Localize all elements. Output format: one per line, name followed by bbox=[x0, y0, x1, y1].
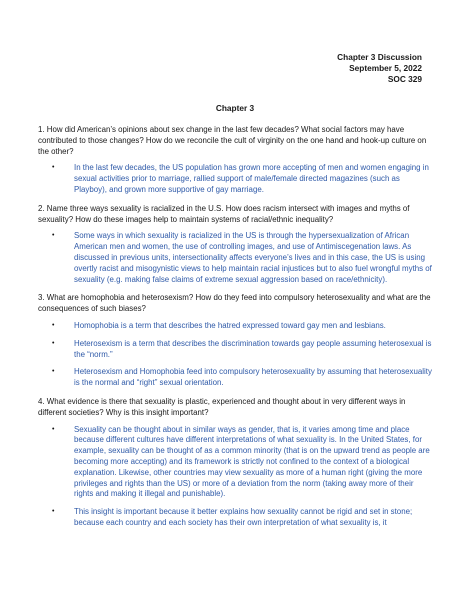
answer-item: • Heterosexism is a term that describes the discrimination towards gay people assuming heterosexual is the “norm.” bbox=[52, 338, 432, 359]
bullet-icon: • bbox=[52, 339, 55, 347]
bullet-icon: • bbox=[52, 368, 55, 376]
question-4: 4. What evidence is there that sexuality is plastic, experienced and thought about in very different ways in different societies? Why is this insight important? bbox=[38, 396, 406, 417]
page-title: Chapter 3 bbox=[215, 103, 255, 113]
bullet-icon: • bbox=[52, 164, 55, 172]
answer-list-2 bbox=[38, 231, 432, 285]
answer-list-3 bbox=[38, 321, 432, 389]
header-course-code: SOC 329 bbox=[387, 74, 422, 84]
question-3: 3. What are homophobia and heterosexism? How do they feed into compulsory heterosexuality and what are the consequences of such biases? bbox=[38, 293, 431, 314]
header-date: September 5, 2022 bbox=[349, 63, 422, 73]
answer-list-4 bbox=[38, 425, 432, 529]
document-header bbox=[38, 52, 432, 85]
answer-item: • Homophobia is a term that describes the hatred expressed toward gay men and lesbians. bbox=[52, 320, 386, 330]
bullet-icon: • bbox=[52, 232, 55, 240]
question-1: 1. How did American’s opinions about sex change in the last few decades? What social factors may have contributed to those changes? How do we reconcile the cult of virginity on the one hand and hook-up culture on the other? bbox=[38, 125, 427, 156]
answer-item: • In the last few decades, the US population has grown more accepting of men and women engaging in sexual activities prior to marriage, rallied support of male/female directed magazines (such as Playboy), and grown more supportive of gay marriage. bbox=[52, 163, 429, 194]
bullet-icon: • bbox=[52, 508, 55, 516]
answer-item: • This insight is important because it better explains how sexuality cannot be rigid and set in stone; because each country and each society has their own interpretation of what sexuality is, it bbox=[52, 507, 413, 527]
question-2: 2. Name three ways sexuality is racialized in the U.S. How does racism intersect with images and myths of sexuality? How do these images help to maintain systems of racial/ethnic inequality? bbox=[38, 203, 410, 224]
answer-list-1 bbox=[38, 163, 432, 195]
answer-item: • Heterosexism and Homophobia feed into compulsory heterosexuality by assuming that heterosexuality is the normal and “right” sexual orientation. bbox=[52, 367, 432, 388]
header-course-title: Chapter 3 Discussion bbox=[337, 52, 422, 62]
bullet-icon: • bbox=[52, 321, 55, 329]
bullet-icon: • bbox=[52, 425, 55, 433]
answer-item: • Sexuality can be thought about in similar ways as gender, that is, it varies among time and place because different cultures have different interpretations of what sexuality is. In the United States, for example, sexuality can be thought of as a common minority (that is on the upward trend as people are becoming more accepting) and its framework is strictly not confined to the context of a biological explanation. Likewise, other countries may view sexuality as more of a human right (giving the more privileges and rights than the US) or more of a deviation from the norm (taking away more of their rights and making it illegal and punishable). bbox=[52, 424, 430, 499]
answer-item: • Some ways in which sexuality is racialized in the US is through the hypersexualization of African American men and women, the use of controlling images, and use of Antimiscegenation laws. As discussed in previous units, intersectionality affects everyone’s lives and in this case, the US is using overtly racist and misogynistic views to help maintain racial injustices but to also fuel wrongful myths of sexuality (e.g. making false claims of extreme sexual aggression based on race/ethnicity). bbox=[52, 231, 432, 284]
